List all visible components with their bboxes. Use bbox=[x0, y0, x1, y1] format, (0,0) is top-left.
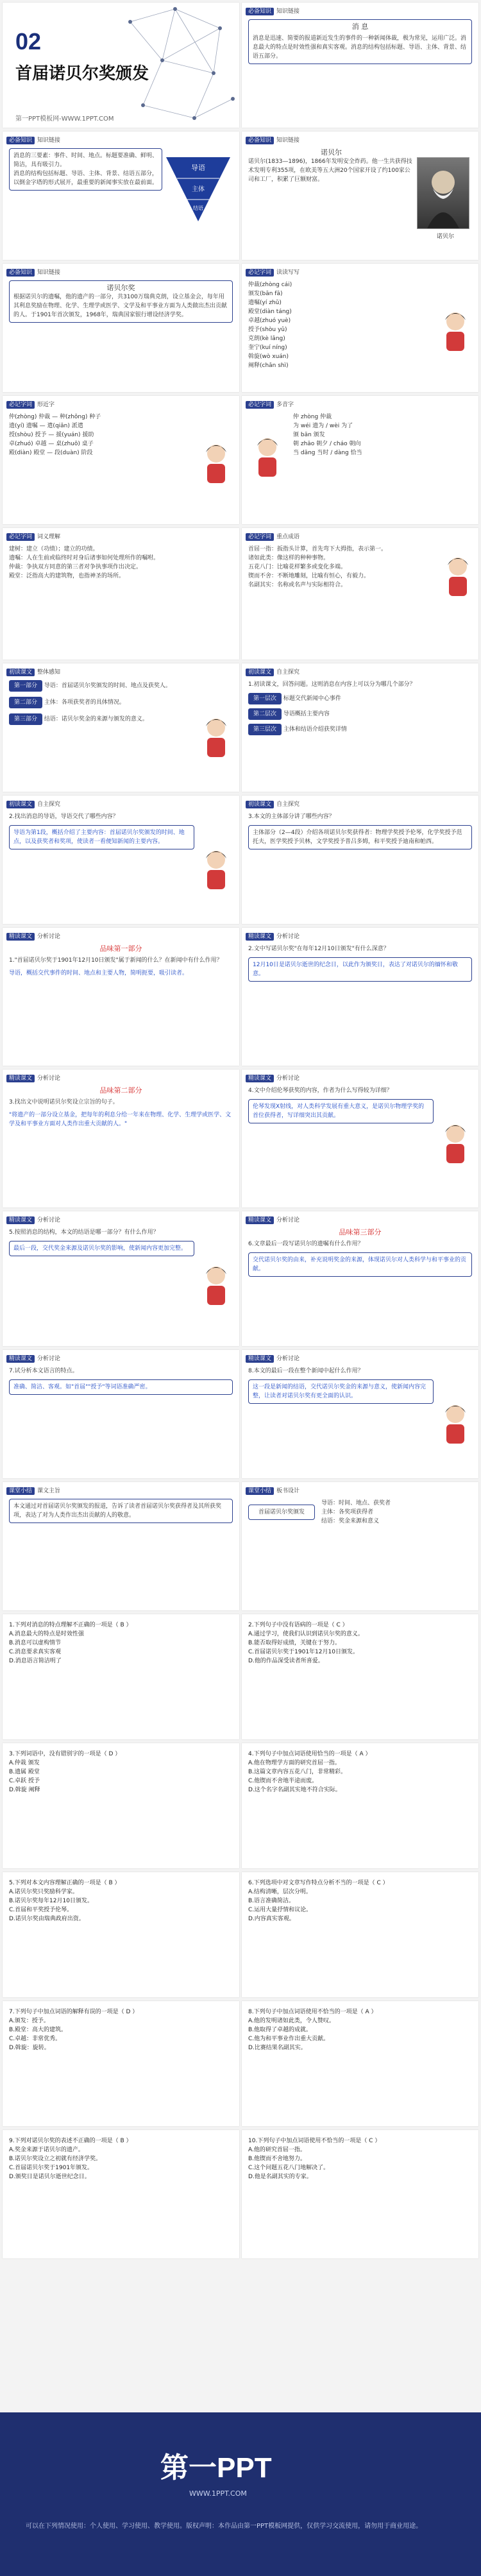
slide-analysis-1 bbox=[3, 928, 239, 1066]
lesson-title: 首届诺贝尔奖颁发 bbox=[15, 64, 149, 83]
char-pair: 殿(diàn) 殿堂 — 段(duàn) 阶段 bbox=[9, 450, 93, 456]
definition-title: 消 息 bbox=[351, 22, 369, 31]
slide-body bbox=[248, 812, 472, 849]
exercise-question: 4.下列句子中加点词语使用恰当的一项是（ A ） bbox=[248, 1751, 371, 1757]
exercise-option: A.诺贝尔奖只奖励科学家。 bbox=[9, 1889, 78, 1895]
slide-analysis-3 bbox=[3, 1070, 239, 1207]
slide-body bbox=[248, 148, 414, 184]
question-text: 3.本文的主体部分讲了哪些内容？ bbox=[248, 814, 335, 820]
section-tag: 必备知识 bbox=[246, 8, 274, 15]
section-tag: 初读课文 bbox=[246, 801, 274, 808]
polyphone-item: 为 wéi 遗为 / wèi 为了 bbox=[293, 423, 353, 429]
section-tag: 初读课文 bbox=[246, 669, 274, 676]
inverted-pyramid bbox=[166, 157, 230, 221]
pyramid-label: 主体 bbox=[192, 186, 205, 193]
slide-nobel-prize bbox=[3, 264, 239, 392]
exercise-option: B.殿堂：高大的建筑。 bbox=[9, 2027, 67, 2033]
slide-header bbox=[6, 400, 55, 408]
section-head: 读读写写 bbox=[276, 269, 300, 276]
question-text: 1.初读课文，回答问题。这则消息在内容上可以分为哪几个部分？ bbox=[248, 681, 416, 688]
question-text: 2.找出消息的导语，导语交代了哪些内容？ bbox=[9, 814, 119, 820]
student-avatar-icon bbox=[437, 1121, 473, 1168]
part-content: 导语：首届诺贝尔奖颁发的时间、地点及获奖人。 bbox=[44, 683, 171, 689]
bio-name: 诺贝尔 bbox=[321, 148, 342, 157]
slide-body bbox=[293, 413, 472, 457]
exercise-option: B.诺贝尔奖每年12月10日颁发。 bbox=[9, 1898, 93, 1904]
polyphone-item: 仲 zhòng 仲裁 bbox=[293, 414, 332, 420]
polyphone-item: 颁 bān 颁发 bbox=[293, 432, 325, 438]
slide-analysis-5 bbox=[3, 1211, 239, 1346]
section-tag: 精读课文 bbox=[6, 1216, 35, 1224]
slide-body bbox=[248, 680, 472, 735]
answer-text: 12月10日是诺贝尔逝世的纪念日，以此作为颁奖日，表达了对诺贝尔的缅怀和敬意。 bbox=[248, 957, 472, 982]
slide-header bbox=[246, 135, 300, 144]
exercise-option: C.他为和平事业作出重大贡献。 bbox=[248, 2036, 330, 2042]
board-branch: 主体：各奖项获得者 bbox=[321, 1509, 374, 1515]
slide-news-structure bbox=[3, 132, 239, 260]
footer-url[interactable]: WWW.1PPT.COM bbox=[189, 2489, 247, 2498]
exercise-option: B.消息可以虚构情节 bbox=[9, 1640, 62, 1646]
slide-body bbox=[248, 944, 472, 982]
vocab-word: 阐释(chǎn shì) bbox=[248, 363, 289, 369]
slide-exercise-3 bbox=[3, 1743, 239, 1868]
board-center: 首届诺贝尔奖颁发 bbox=[248, 1505, 315, 1520]
structure-point-2: 消息的结构包括标题、导语、主体、背景、结语五部分，以倒金字塔的形式展开，最重要的新闻事实放在最前面。 bbox=[13, 171, 158, 186]
section-head: 分析讨论 bbox=[276, 1217, 300, 1224]
section-tag: 必备知识 bbox=[246, 137, 274, 144]
slide-body bbox=[9, 545, 233, 581]
exercise-option: B.能否取得好成绩，关键在于努力。 bbox=[248, 1640, 341, 1646]
exercise-option: C.他锲而不舍地半途而废。 bbox=[248, 1778, 318, 1784]
slide-vocab bbox=[242, 264, 478, 392]
footer-copyright: 可以在下列情况使用：个人使用、学习使用、教学使用。版权声明：本作品由第一PPT模板网提供，仅供学习交流使用，请勿用于商业用途。 bbox=[26, 2523, 423, 2530]
section-tag: 精读课文 bbox=[246, 1075, 274, 1082]
slide-body bbox=[9, 413, 194, 457]
slide-header bbox=[6, 532, 60, 540]
slide-header bbox=[6, 1486, 60, 1494]
section-head: 多音字 bbox=[276, 402, 294, 408]
slide-body bbox=[248, 1228, 472, 1277]
idiom-item: 锲而不舍：不断地雕刻，比喻有恒心，有毅力。 bbox=[248, 573, 370, 579]
exercise-option: D.颁奖日是诺贝尔逝世纪念日。 bbox=[9, 2174, 90, 2180]
answer-text: 最后一段，交代奖金来源及诺贝尔奖的影响，使新闻内容更加完整。 bbox=[9, 1241, 194, 1256]
exercise-question: 5.下列对本文内容理解正确的一项是（ B ） bbox=[9, 1880, 121, 1886]
slide-analysis-4 bbox=[242, 1070, 478, 1207]
section-tag: 精读课文 bbox=[6, 933, 35, 941]
slide-header bbox=[246, 1073, 300, 1082]
meaning-item: 建树：建立（功绩）；建立的功绩。 bbox=[9, 546, 99, 552]
slide-body bbox=[9, 1228, 194, 1256]
answer-text: 导语为第1段，概括介绍了主要内容：首届诺贝尔奖颁发的时间、地点，以及获奖者和奖项，使读者一看便知新闻的主要内容。 bbox=[9, 825, 194, 849]
exercise-option: B.这篇文章内容五花八门，非常精彩。 bbox=[248, 1769, 347, 1775]
slide-analysis-8 bbox=[242, 1350, 478, 1478]
section-head: 重点成语 bbox=[276, 534, 300, 540]
section-tag: 精读课文 bbox=[246, 1355, 274, 1363]
exercise-option: C.运用大量抒情和议论。 bbox=[248, 1907, 312, 1913]
portrait-caption: 诺贝尔 bbox=[436, 234, 454, 240]
structure-point-1: 消息的三要素：事件、时间、地点。标题要准确、鲜明、简洁，具有吸引力。 bbox=[13, 153, 158, 168]
slide-idioms bbox=[242, 528, 478, 660]
slide-body bbox=[248, 1086, 434, 1123]
slide-exercise-2 bbox=[242, 1614, 478, 1739]
polyphone-item: 当 dāng 当时 / dàng 恰当 bbox=[293, 450, 362, 456]
slide-header bbox=[6, 667, 60, 676]
slide-body bbox=[248, 1499, 472, 1526]
exercise-option: D.诺贝尔奖由瑞典政府出资。 bbox=[9, 1916, 85, 1922]
section-head: 知识链接 bbox=[276, 137, 300, 144]
slide-exercise-7 bbox=[3, 2001, 239, 2126]
slide-body bbox=[9, 944, 233, 978]
answer-text: 准确、简洁、客观。如"首届""授予"等词语准确严密。 bbox=[9, 1379, 233, 1395]
level-chip: 第三层次 bbox=[248, 724, 282, 735]
slide-header bbox=[246, 932, 300, 940]
exercise-option: A.颁发：授予。 bbox=[9, 2018, 49, 2024]
vocab-word: 授予(shòu yǔ) bbox=[248, 327, 287, 333]
level-chip: 第一层次 bbox=[248, 693, 282, 704]
student-avatar-icon bbox=[198, 847, 234, 894]
slide-analysis-7 bbox=[3, 1350, 239, 1478]
part-title: 品味第一部分 bbox=[99, 944, 142, 953]
exercise-option: A.通过学习，使我们认识到诺贝尔奖的意义。 bbox=[248, 1631, 364, 1637]
exercise-option: D.比赛结果名副其实。 bbox=[248, 2045, 307, 2051]
exercise-option: C.首届诺贝尔奖于1901年颁发。 bbox=[9, 2165, 94, 2171]
part-chip: 第一部分 bbox=[9, 680, 42, 692]
exercise-option: D.斡旋：旋转。 bbox=[9, 2045, 50, 2051]
exercise-option: D.他是名副其实的专家。 bbox=[248, 2174, 312, 2180]
slide-body bbox=[248, 545, 440, 590]
slide-body bbox=[9, 812, 194, 849]
pyramid-label: 结语 bbox=[193, 205, 203, 211]
char-pair: 卓(zhuó) 卓越 — 桌(zhuō) 桌子 bbox=[9, 441, 94, 447]
question-text: 3.找出文中说明诺贝尔奖设立宗旨的句子。 bbox=[9, 1099, 119, 1105]
slide-header bbox=[6, 932, 60, 940]
answer-text: 这一段是新闻的结语，交代诺贝尔奖金的来源与意义，使新闻内容完整，让读者对诺贝尔奖有更全面的认识。 bbox=[248, 1379, 434, 1404]
level-answer: 标题交代新闻中心事件 bbox=[283, 695, 341, 702]
slide-body bbox=[9, 680, 194, 725]
answer-text: "将遗产的一部分设立基金，把每年的利息分给一年来在物理、化学、生理学或医学、文学及和平事业方面对人类作出重大贡献的人。" bbox=[9, 1112, 232, 1127]
level-answer: 导语概括主要内容 bbox=[283, 711, 330, 717]
question-text: 1."首届诺贝尔奖于1901年12月10日颁发"属于新闻的什么？在新闻中有什么作用？ bbox=[9, 957, 223, 964]
vocab-word: 仲裁(zhòng cái) bbox=[248, 282, 292, 288]
student-avatar-icon bbox=[440, 554, 476, 601]
slide-exercise-9 bbox=[3, 2130, 239, 2258]
exercise-option: D.内容真实客观。 bbox=[248, 1916, 295, 1922]
answer-text: 导语，概括交代事件的时间、地点和主要人物，简明扼要，吸引读者。 bbox=[9, 970, 189, 977]
portrait-icon bbox=[418, 158, 469, 228]
slide-header bbox=[6, 799, 60, 808]
exercise-option: A.他的发明诸如此类，令人赞叹。 bbox=[248, 2018, 335, 2024]
section-tag: 课堂小结 bbox=[246, 1487, 274, 1495]
student-avatar-icon bbox=[437, 309, 473, 356]
section-head: 自主探究 bbox=[276, 669, 300, 676]
bio-text: 诺贝尔(1833—1896)，1866年发明安全炸药。他一生共获得技术发明专利355项，在欧美等五大洲20个国家开设了约100家公司和工厂，积累了巨额财富。 bbox=[248, 158, 412, 183]
exercise-question: 3.下列词语中，没有错别字的一项是（ D ） bbox=[9, 1751, 121, 1757]
exercise-option: D.这个名字名副其实地不符合实际。 bbox=[248, 1787, 341, 1793]
section-head: 词义理解 bbox=[37, 534, 61, 540]
answer-text: 伦琴发现X射线，对人类科学发展有重大意义，是诺贝尔物理学奖的首位获得者，写详细突出其贡献。 bbox=[248, 1099, 434, 1123]
prize-title: 诺贝尔奖 bbox=[106, 284, 135, 292]
slide-explore-1 bbox=[242, 663, 478, 792]
slide-exercise-1 bbox=[3, 1614, 239, 1739]
char-pair: 仲(zhòng) 仲裁 — 种(zhǒng) 种子 bbox=[9, 414, 101, 420]
slide-header bbox=[6, 1073, 60, 1082]
question-text: 7.试分析本文语言的特点。 bbox=[9, 1368, 78, 1374]
student-avatar-icon bbox=[437, 1401, 473, 1449]
section-head: 知识链接 bbox=[37, 269, 61, 276]
section-head: 形近字 bbox=[37, 402, 55, 408]
exercise-question: 1.下列对消息的特点理解不正确的一项是（ B ） bbox=[9, 1622, 132, 1628]
idiom-item: 五花八门：比喻花样繁多或变化多端。 bbox=[248, 564, 347, 570]
question-text: 5.按照消息的结构，本文的结语是哪一部分？有什么作用？ bbox=[9, 1229, 159, 1236]
exercise-option: C.卓跃 授予 bbox=[9, 1778, 40, 1784]
slide-summary bbox=[3, 1482, 239, 1610]
section-tag: 初读课文 bbox=[6, 801, 35, 808]
section-head: 分析讨论 bbox=[276, 1356, 300, 1362]
slide-body bbox=[9, 1367, 233, 1395]
section-tag: 必记字词 bbox=[246, 401, 274, 409]
slide-header bbox=[6, 268, 60, 276]
slide-polyphones bbox=[242, 396, 478, 524]
polyphone-item: 朝 zhāo 朝夕 / cháo 朝向 bbox=[293, 441, 361, 447]
exercise-option: B.他锲而不舍地努力。 bbox=[248, 2156, 307, 2162]
pyramid-label: 导语 bbox=[191, 164, 205, 172]
question-text: 8.本文的最后一段在整个新闻中起什么作用？ bbox=[248, 1368, 364, 1374]
exercise-option: C.首届诺贝尔奖于1901年12月10日颁发。 bbox=[248, 1649, 359, 1655]
exercise-option: B.他取得了卓越的成就。 bbox=[248, 2027, 312, 2033]
exercise-option: C.首届和平奖授予伦琴。 bbox=[9, 1907, 73, 1913]
slide-header bbox=[6, 1215, 60, 1224]
section-tag: 精读课文 bbox=[246, 933, 274, 941]
section-head: 知识链接 bbox=[37, 137, 61, 144]
student-avatar-icon bbox=[198, 715, 234, 762]
section-head: 分析讨论 bbox=[37, 1356, 61, 1362]
board-branch: 结语：奖金来源和意义 bbox=[321, 1518, 380, 1524]
slide-header bbox=[246, 400, 294, 408]
slide-explore-3 bbox=[242, 796, 478, 924]
part-title: 品味第二部分 bbox=[99, 1086, 142, 1095]
part-content: 结语：诺贝尔奖金的来源与颁发的意义。 bbox=[44, 716, 148, 722]
section-tag: 精读课文 bbox=[246, 1216, 274, 1224]
slide-news-definition bbox=[242, 3, 478, 128]
slide-analysis-6 bbox=[242, 1211, 478, 1346]
exercise-option: C.消息要求真实客观 bbox=[9, 1649, 62, 1655]
slide-explore-2 bbox=[3, 796, 239, 924]
section-head: 分析讨论 bbox=[276, 1075, 300, 1082]
section-tag: 精读课文 bbox=[6, 1355, 35, 1363]
section-tag: 必备知识 bbox=[6, 269, 35, 277]
slide-cover bbox=[3, 3, 239, 128]
slide-body bbox=[248, 280, 434, 370]
exercise-option: D.他的作品深受读者所喜爱。 bbox=[248, 1658, 324, 1664]
slide-header bbox=[246, 1215, 300, 1224]
part-content: 主体：各项获奖者的具体情况。 bbox=[44, 699, 125, 706]
exercise-option: B.遗属 殿堂 bbox=[9, 1769, 40, 1775]
slide-header bbox=[6, 135, 60, 144]
exercise-option: A.他在物理学方面的研究首屈一指。 bbox=[248, 1760, 341, 1766]
vocab-word: 遗嘱(yí zhǔ) bbox=[248, 300, 282, 306]
slide-body bbox=[248, 1367, 434, 1404]
footer-logo: 第一PPT bbox=[160, 2452, 272, 2484]
meaning-item: 仲裁：争执双方同意的第三者对争执事项作出决定。 bbox=[9, 564, 142, 570]
definition-text: 消息是迅速、简要的报道新近发生的事件的一种新闻体裁，极为常见，运用广泛。消息最大的特点是时效性强和真实客观。消息的结构包括标题、导语、主体、背景、结语五部分。 bbox=[253, 35, 467, 60]
slide-body bbox=[9, 148, 162, 191]
slide-body bbox=[9, 1086, 233, 1129]
slide-header bbox=[246, 799, 300, 808]
vocab-word: 颁发(bān fā) bbox=[248, 291, 283, 297]
slide-header bbox=[246, 667, 300, 676]
exercise-question: 7.下列句子中加点词语的解释有误的一项是（ D ） bbox=[9, 2009, 139, 2015]
section-head: 分析讨论 bbox=[276, 934, 300, 940]
slide-exercise-8 bbox=[242, 2001, 478, 2126]
lesson-number: 02 bbox=[15, 28, 42, 55]
exercise-option: A.消息最大的特点是时效性强 bbox=[9, 1631, 84, 1637]
section-tag: 精读课文 bbox=[6, 1075, 35, 1082]
exercise-option: B.语言准确简洁。 bbox=[248, 1898, 295, 1904]
question-text: 2.文中写诺贝尔奖"在每年12月10日颁发"有什么深意？ bbox=[248, 946, 389, 952]
student-avatar-icon bbox=[198, 1263, 234, 1310]
slide-exercise-6 bbox=[242, 1872, 478, 1997]
exercise-question: 8.下列句子中加点词语使用不恰当的一项是（ A ） bbox=[248, 2009, 377, 2015]
slide-exercise-10 bbox=[242, 2130, 478, 2258]
section-tag: 必记字词 bbox=[246, 533, 274, 541]
section-head: 分析讨论 bbox=[37, 1217, 61, 1224]
slide-exercise-4 bbox=[242, 1743, 478, 1868]
vocab-word: 克朗(kè lǎng) bbox=[248, 336, 285, 342]
level-answer: 主体和结语介绍获奖详情 bbox=[283, 726, 347, 733]
section-head: 分析讨论 bbox=[37, 1075, 61, 1082]
nobel-portrait bbox=[417, 157, 469, 229]
section-head: 整体感知 bbox=[37, 669, 61, 676]
student-avatar-icon bbox=[198, 441, 234, 488]
slide-exercise-5 bbox=[3, 1872, 239, 1997]
slide-similar-chars bbox=[3, 396, 239, 524]
meaning-item: 遗嘱：人在生前或临终时对身后诸事如何处理所作的嘱咐。 bbox=[9, 555, 160, 561]
slide-body bbox=[248, 19, 472, 64]
question-text: 6.文章最后一段写诺贝尔的遗嘱有什么作用？ bbox=[248, 1241, 364, 1247]
slide-analysis-2 bbox=[242, 928, 478, 1066]
idiom-item: 首屈一指：扳指头计算，首先弯下大拇指，表示第一。 bbox=[248, 546, 387, 552]
level-chip: 第二层次 bbox=[248, 708, 282, 720]
exercise-option: A.结构清晰，层次分明。 bbox=[248, 1889, 312, 1895]
section-head: 板书设计 bbox=[276, 1488, 300, 1494]
section-tag: 必记字词 bbox=[6, 533, 35, 541]
char-pair: 遗(yí) 遗嘱 — 遣(qiǎn) 派遣 bbox=[9, 423, 83, 429]
section-tag: 必记字词 bbox=[246, 269, 274, 277]
vocab-word: 斡旋(wò xuán) bbox=[248, 354, 289, 360]
vocab-word: 卓越(zhuó yuè) bbox=[248, 318, 291, 324]
vocab-word: 奎宁(kuí níng) bbox=[248, 345, 287, 351]
idiom-item: 名副其实：名称或名声与实际相符合。 bbox=[248, 582, 347, 588]
slide-overview bbox=[3, 663, 239, 792]
student-avatar-icon bbox=[249, 434, 285, 482]
vocab-word: 殿堂(diàn táng) bbox=[248, 309, 292, 315]
exercise-option: D.消息语言简洁明了 bbox=[9, 1658, 62, 1664]
meaning-item: 殿堂：泛指高大的建筑物，也指神圣的场所。 bbox=[9, 573, 125, 579]
section-tag: 初读课文 bbox=[6, 669, 35, 676]
exercise-question: 2.下列句子中没有语病的一项是（ C ） bbox=[248, 1622, 348, 1628]
section-head: 知识链接 bbox=[276, 8, 300, 15]
slide-body bbox=[9, 1499, 233, 1523]
answer-text: 主体部分（2—4段）介绍各项诺贝尔奖获得者：物理学奖授予伦琴，化学奖授予范托夫，医学奖授予贝林，文学奖授予普吕多姆，和平奖授予迪南和帕西。 bbox=[248, 825, 472, 849]
exercise-option: C.卓越：非常优秀。 bbox=[9, 2036, 62, 2042]
part-chip: 第二部分 bbox=[9, 697, 42, 708]
section-tag: 必记字词 bbox=[6, 401, 35, 409]
slide-header bbox=[246, 1354, 300, 1362]
slide-header bbox=[246, 1486, 300, 1494]
exercise-option: A.他的研究首屈一指。 bbox=[248, 2147, 306, 2153]
section-head: 自主探究 bbox=[37, 801, 61, 808]
slide-header bbox=[6, 1354, 60, 1362]
part-title: 品味第三部分 bbox=[339, 1228, 382, 1236]
section-head: 课文主旨 bbox=[37, 1488, 61, 1494]
exercise-option: A.奖金来源于诺贝尔的遗产。 bbox=[9, 2147, 84, 2153]
slide-nobel-bio bbox=[242, 132, 478, 260]
slide-body bbox=[9, 280, 233, 323]
exercise-question: 10.下列句子中加点词语使用不恰当的一项是（ C ） bbox=[248, 2138, 381, 2144]
slide-header bbox=[246, 268, 300, 276]
cover-subtitle: 第一PPT模板网-WWW.1PPT.COM bbox=[15, 115, 114, 123]
board-branch: 导语：时间、地点、获奖者 bbox=[321, 1500, 391, 1506]
part-chip: 第三部分 bbox=[9, 713, 42, 725]
exercise-option: A.仲栽 颁发 bbox=[9, 1760, 40, 1766]
exercise-question: 9.下列对诺贝尔奖的表述不正确的一项是（ B ） bbox=[9, 2138, 132, 2144]
summary-text: 本文通过对首届诺贝尔奖颁发的报道，告诉了读者首届诺贝尔奖获得者及其所获奖项，表达了对为人类作出杰出贡献的人的敬意。 bbox=[9, 1499, 233, 1523]
exercise-question: 6.下列选项中对文章写作特点分析不当的一项是（ C ） bbox=[248, 1880, 389, 1886]
question-text: 4.文中介绍伦琴获奖的内容，作者为什么写得较为详细？ bbox=[248, 1088, 392, 1094]
char-pair: 授(shòu) 授予 — 援(yuán) 援助 bbox=[9, 432, 94, 438]
slide-header bbox=[246, 6, 300, 15]
section-head: 自主探究 bbox=[276, 801, 300, 808]
slide-board bbox=[242, 1482, 478, 1610]
exercise-option: B.诺贝尔奖设立之初就有经济学奖。 bbox=[9, 2156, 102, 2162]
slide-word-meaning bbox=[3, 528, 239, 660]
section-head: 分析讨论 bbox=[37, 934, 61, 940]
prize-text: 根据诺贝尔的遗嘱，他的遗产的一部分，共3100万瑞典克朗，设立基金会，每年用其利息奖励在物理、化学、生理学或医学、文学及和平事业方面为人类做出杰出贡献的人。于1901年首次颁发，1968年，瑞典国家银行增设经济学奖。 bbox=[13, 294, 228, 318]
exercise-option: D.斡旋 阐释 bbox=[9, 1787, 40, 1793]
section-tag: 课堂小结 bbox=[6, 1487, 35, 1495]
idiom-item: 诸如此类：像这样的种种事物。 bbox=[248, 555, 330, 561]
exercise-option: C.这个问题五花八门地解决了。 bbox=[248, 2165, 330, 2171]
slide-header bbox=[246, 532, 300, 540]
section-tag: 必备知识 bbox=[6, 137, 35, 144]
answer-text: 交代诺贝尔奖的由来，补充说明奖金的来源，体现诺贝尔对人类科学与和平事业的贡献。 bbox=[248, 1252, 472, 1277]
